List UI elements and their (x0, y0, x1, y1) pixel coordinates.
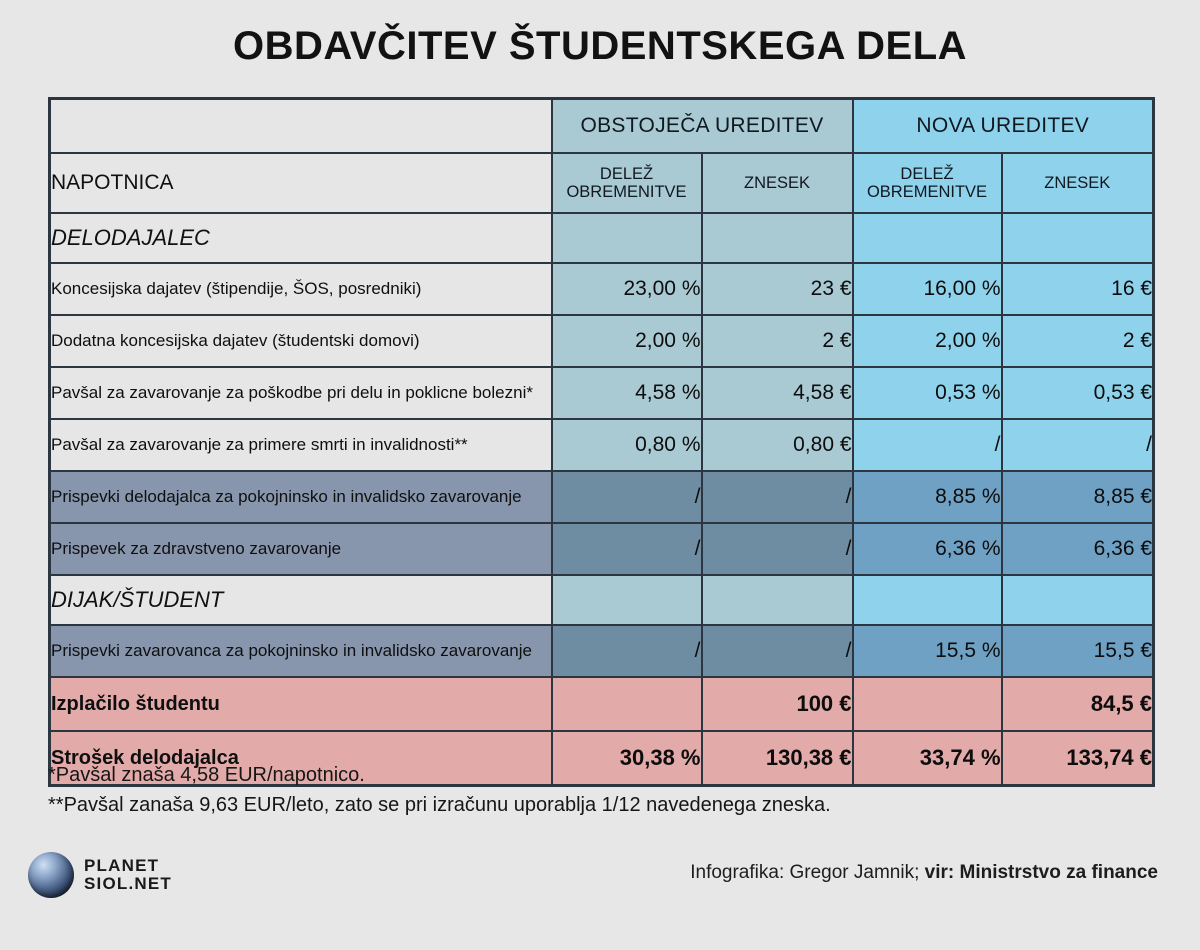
logo-line-1: PLANET (84, 856, 160, 876)
cell-new-amt: 6,36 € (1002, 523, 1154, 575)
section-fill-new-pct (853, 575, 1002, 625)
column-header-old-amt: ZNESEK (702, 153, 853, 213)
cell-new-pct: 16,00 % (853, 263, 1002, 315)
planet-siol-logo[interactable] (28, 852, 172, 898)
table-row (50, 315, 1154, 367)
group-header-row (50, 99, 1154, 154)
footnote-1: *Pavšal znaša 4,58 EUR/napotnico. (48, 764, 365, 786)
footnotes (48, 760, 1048, 820)
cell-old-amt: 4,58 € (702, 367, 853, 419)
column-header-napotnica: NAPOTNICA (50, 153, 552, 213)
group-header-blank (50, 99, 552, 154)
row-label: Koncesijska dajatev (štipendije, ŠOS, posredniki) (50, 263, 552, 315)
group-header-old: OBSTOJEČA UREDITEV (552, 99, 853, 154)
section-fill-old-pct (552, 213, 702, 263)
cell-old-amt: / (702, 471, 853, 523)
table-row (50, 471, 1154, 523)
section-fill-new-pct (853, 213, 1002, 263)
table-row (50, 625, 1154, 677)
cell-new-amt: 133,74 € (1002, 731, 1154, 786)
cell-old-amt: 2 € (702, 315, 853, 367)
table-summary-row (50, 677, 1154, 731)
row-label: Izplačilo študentu (50, 677, 552, 731)
cell-new-amt: 84,5 € (1002, 677, 1154, 731)
group-header-new: NOVA UREDITEV (853, 99, 1154, 154)
cell-old-pct: / (552, 625, 702, 677)
section-fill-old-amt (702, 575, 853, 625)
cell-old-amt: 23 € (702, 263, 853, 315)
column-header-row (50, 153, 1154, 213)
row-label: Strošek delodajalca (50, 731, 552, 786)
cell-old-amt: 100 € (702, 677, 853, 731)
section-fill-old-pct (552, 575, 702, 625)
column-header-new-pct: DELEŽ OBREMENITVE (853, 153, 1002, 213)
cell-new-amt: 15,5 € (1002, 625, 1154, 677)
cell-old-pct: 30,38 % (552, 731, 702, 786)
table-row (50, 523, 1154, 575)
cell-old-pct: / (552, 523, 702, 575)
table-row (50, 367, 1154, 419)
cell-new-amt: 2 € (1002, 315, 1154, 367)
row-label: Dodatna koncesijska dajatev (študentski domovi) (50, 315, 552, 367)
cell-old-pct (552, 677, 702, 731)
cell-new-amt: 8,85 € (1002, 471, 1154, 523)
cell-old-pct: 0,80 % (552, 419, 702, 471)
cell-new-pct: 33,74 % (853, 731, 1002, 786)
row-label: Prispevek za zdravstveno zavarovanje (50, 523, 552, 575)
page-title: OBDAVČITEV ŠTUDENTSKEGA DELA (232, 24, 968, 68)
credit-source: vir: Ministrstvo za finance (924, 862, 1158, 883)
table-section-row (50, 213, 1154, 263)
column-header-new-amt: ZNESEK (1002, 153, 1154, 213)
cell-old-pct: / (552, 471, 702, 523)
cell-old-amt: / (702, 523, 853, 575)
cell-new-pct: 0,53 % (853, 367, 1002, 419)
section-title: DELODAJALEC (50, 213, 552, 263)
tax-comparison-table (48, 97, 1152, 787)
section-title: DIJAK/ŠTUDENT (50, 575, 552, 625)
column-header-old-pct: DELEŽ OBREMENITVE (552, 153, 702, 213)
cell-old-amt: 0,80 € (702, 419, 853, 471)
table-row (50, 263, 1154, 315)
section-fill-old-amt (702, 213, 853, 263)
credits (690, 862, 1158, 884)
cell-old-pct: 2,00 % (552, 315, 702, 367)
cell-new-pct: 2,00 % (853, 315, 1002, 367)
logo-line-2: SIOL.NET (84, 874, 172, 893)
cell-old-pct: 4,58 % (552, 367, 702, 419)
cell-new-amt: 16 € (1002, 263, 1154, 315)
footnote-2: **Pavšal zanaša 9,63 EUR/leto, zato se pri izračunu uporablja 1/12 navedenega zneska. (48, 794, 831, 816)
row-label: Pavšal za zavarovanje za primere smrti in invalidnosti** (50, 419, 552, 471)
sphere-icon (28, 852, 74, 898)
cell-new-pct: / (853, 419, 1002, 471)
section-fill-new-amt (1002, 575, 1154, 625)
cell-new-amt: 0,53 € (1002, 367, 1154, 419)
row-label: Prispevki delodajalca za pokojninsko in invalidsko zavarovanje (50, 471, 552, 523)
row-label: Prispevki zavarovanca za pokojninsko in invalidsko zavarovanje (50, 625, 552, 677)
cell-new-pct: 15,5 % (853, 625, 1002, 677)
cell-old-pct: 23,00 % (552, 263, 702, 315)
logo-text (84, 857, 172, 893)
row-label: Pavšal za zavarovanje za poškodbe pri delu in poklicne bolezni* (50, 367, 552, 419)
cell-new-pct: 8,85 % (853, 471, 1002, 523)
cell-old-amt: 130,38 € (702, 731, 853, 786)
cell-new-pct (853, 677, 1002, 731)
cell-new-pct: 6,36 % (853, 523, 1002, 575)
table-row (50, 419, 1154, 471)
table-section-row (50, 575, 1154, 625)
cell-new-amt: / (1002, 419, 1154, 471)
credit-author: Infografika: Gregor Jamnik; (690, 862, 920, 883)
cell-old-amt: / (702, 625, 853, 677)
section-fill-new-amt (1002, 213, 1154, 263)
